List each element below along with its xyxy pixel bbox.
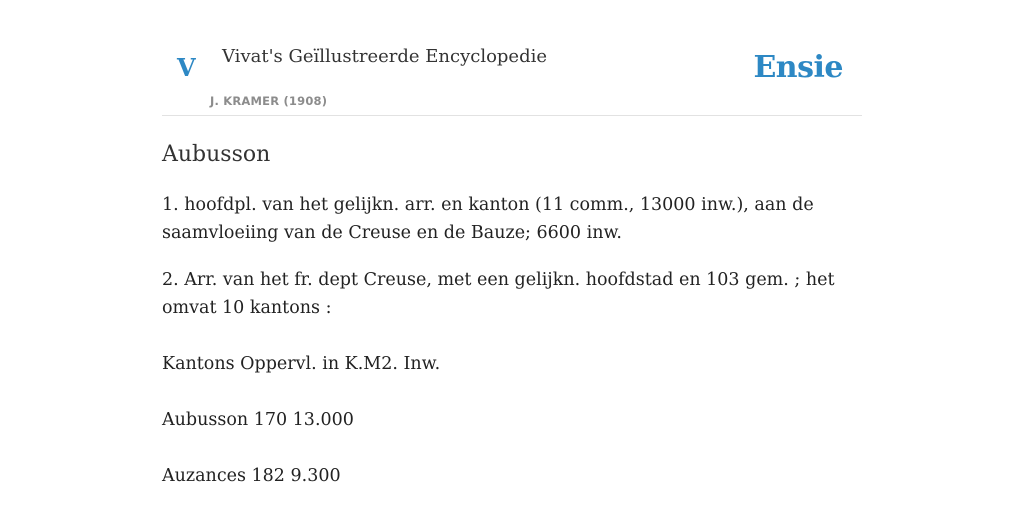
table-row-line: Auzances 182 9.300 — [162, 466, 341, 486]
header — [162, 0, 862, 116]
article-paragraph: 2. Arr. van het fr. dept Creuse, met een gelijkn. hoofdstad en 103 gem. ; het omvat 10 kantons : — [162, 270, 835, 318]
book-logo[interactable]: V — [177, 53, 196, 82]
book-title-link[interactable]: Vivat's Geïllustreerde Encyclopedie — [222, 46, 548, 67]
article-paragraph: 1. hoofdpl. van het gelijkn. arr. en kanton (11 comm., 13000 inw.), aan de saamvloeiing van de Creuse en de Bauze; 6600 inw. — [162, 195, 814, 243]
ensie-logo[interactable]: Ensie — [753, 50, 843, 85]
table-row-line: Aubusson 170 13.000 — [162, 410, 354, 430]
article-title: Aubusson — [162, 142, 271, 167]
book-author: J. KRAMER (1908) — [210, 94, 328, 108]
table-header-line: Kantons Oppervl. in K.M2. Inw. — [162, 354, 441, 374]
page — [162, 0, 862, 490]
